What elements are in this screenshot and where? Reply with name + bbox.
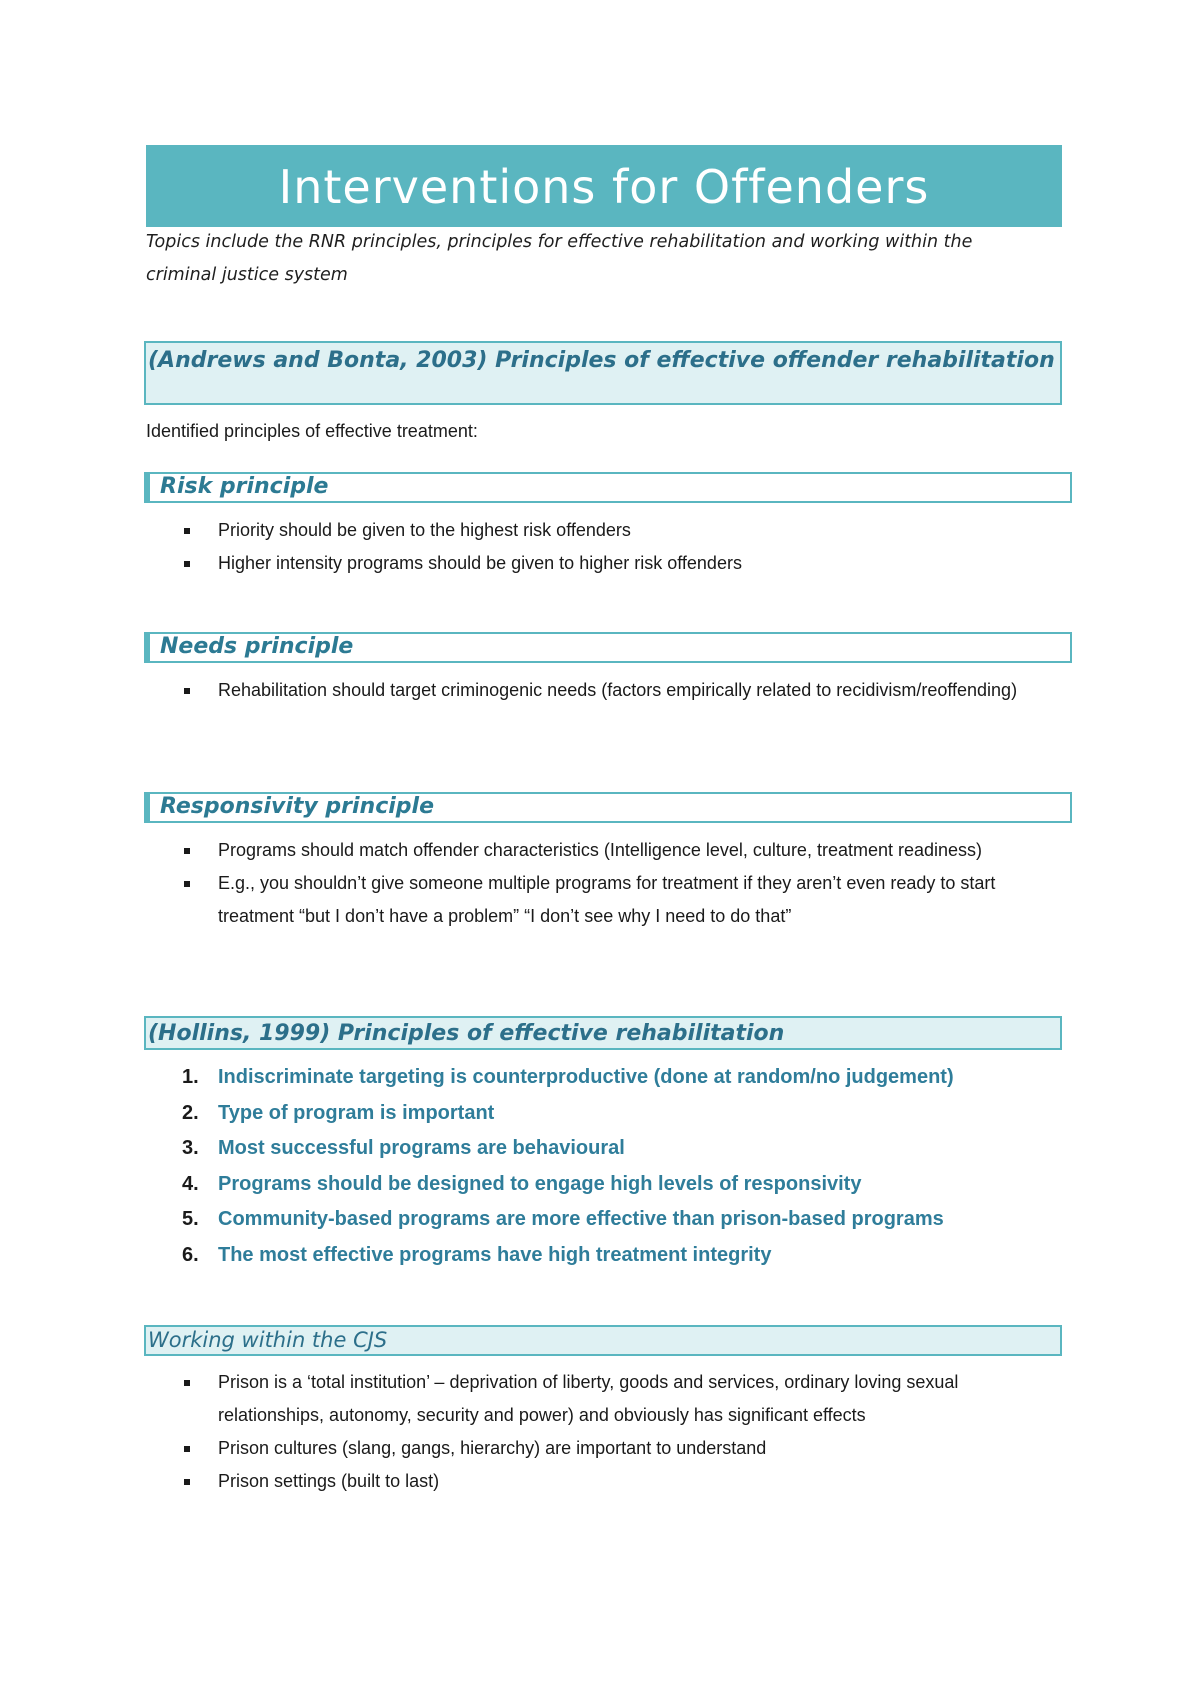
andrews-intro: Identified principles of effective treatment: bbox=[146, 421, 478, 441]
list-number: 2. bbox=[182, 1101, 199, 1124]
document-title: Interventions for Offenders bbox=[278, 160, 930, 214]
title-banner bbox=[146, 145, 1062, 227]
list-item bbox=[146, 1060, 1066, 1096]
list-text: Type of program is important bbox=[218, 1101, 495, 1124]
list-item bbox=[146, 1096, 1066, 1132]
list-text: Programs should be designed to engage high levels of responsivity bbox=[218, 1172, 862, 1195]
list-item: Prison is a ‘total institution’ – deprivation of liberty, goods and services, ordinary loving sexual relationships, autonomy, security and power) and obviously has significant effects bbox=[146, 1366, 1066, 1432]
list-number: 5. bbox=[182, 1208, 199, 1230]
hollins-numbered-list bbox=[146, 1060, 1066, 1273]
list-item bbox=[146, 1238, 1066, 1274]
subheading-risk: Risk principle bbox=[144, 472, 1072, 503]
list-item bbox=[146, 1131, 1066, 1167]
list-number: 4. bbox=[182, 1172, 199, 1195]
risk-bullet-list bbox=[146, 514, 1066, 580]
list-item: Priority should be given to the highest risk offenders bbox=[146, 514, 1066, 547]
document-subtitle: Topics include the RNR principles, principles for effective rehabilitation and working within the criminal justice system bbox=[146, 232, 973, 285]
list-text: The most effective programs have high treatment integrity bbox=[218, 1243, 772, 1266]
section-heading-cjs: Working within the CJS bbox=[144, 1325, 1062, 1356]
list-item: Higher intensity programs should be given to higher risk offenders bbox=[146, 547, 1066, 580]
list-item: Rehabilitation should target criminogenic needs (factors empirically related to recidivism/reoffending) bbox=[146, 674, 1026, 707]
list-item: E.g., you shouldn’t give someone multiple programs for treatment if they aren’t even ready to start treatment “but I don’t have a problem” “I don’t see why I need to do that” bbox=[146, 867, 1066, 933]
list-text: Most successful programs are behavioural bbox=[218, 1137, 625, 1159]
subheading-needs: Needs principle bbox=[144, 632, 1072, 663]
list-number: 6. bbox=[182, 1243, 199, 1266]
list-text: Community-based programs are more effective than prison-based programs bbox=[218, 1208, 944, 1230]
subheading-responsivity: Responsivity principle bbox=[144, 792, 1072, 823]
list-item: Programs should match offender characteristics (Intelligence level, culture, treatment readiness) bbox=[146, 834, 1066, 867]
needs-bullet-list bbox=[146, 674, 1026, 707]
section-heading-andrews: (Andrews and Bonta, 2003) Principles of effective offender rehabilitation bbox=[144, 341, 1062, 405]
list-text: Indiscriminate targeting is counterproductive (done at random/no judgement) bbox=[218, 1066, 954, 1088]
section-heading-hollins: (Hollins, 1999) Principles of effective rehabilitation bbox=[144, 1016, 1062, 1050]
list-item bbox=[146, 1202, 1066, 1238]
cjs-bullet-list bbox=[146, 1366, 1066, 1498]
list-number: 3. bbox=[182, 1137, 199, 1159]
list-item: Prison cultures (slang, gangs, hierarchy) are important to understand bbox=[146, 1432, 1066, 1465]
list-number: 1. bbox=[182, 1066, 199, 1088]
list-item: Prison settings (built to last) bbox=[146, 1465, 1066, 1498]
responsivity-bullet-list bbox=[146, 834, 1066, 933]
list-item bbox=[146, 1167, 1066, 1203]
